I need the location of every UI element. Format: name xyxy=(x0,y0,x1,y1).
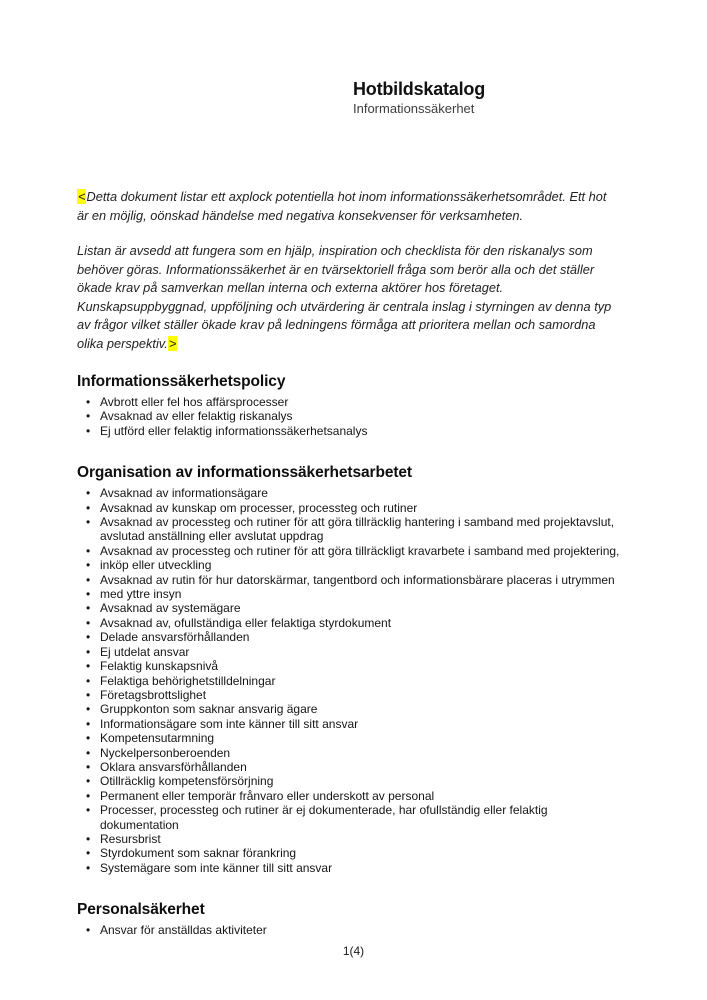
list-item: • Gruppkonton som saknar ansvarig ägare xyxy=(77,702,620,716)
highlight-open-marker: < xyxy=(78,189,86,204)
list-item: • inköp eller utveckling xyxy=(77,558,620,572)
list-item: • Felaktiga behörighetstilldelningar xyxy=(77,674,620,688)
intro-paragraph-1 xyxy=(77,188,620,225)
page-number: 1(4) xyxy=(342,944,365,958)
list-item: • Felaktig kunskapsnivå xyxy=(77,659,620,673)
document-body xyxy=(77,188,620,938)
threat-list xyxy=(77,923,620,937)
list-item: • Oklara ansvarsförhållanden xyxy=(77,760,620,774)
list-item: • Permanent eller temporär frånvaro eller underskott av personal xyxy=(77,789,620,803)
document-header xyxy=(353,79,485,116)
list-item: • Företagsbrottslighet xyxy=(77,688,620,702)
list-item: • Informationsägare som inte känner till sitt ansvar xyxy=(77,717,620,731)
list-item: • Avsaknad av, ofullständiga eller felaktiga styrdokument xyxy=(77,616,620,630)
list-item: • Avsaknad av eller felaktig riskanalys xyxy=(77,409,620,423)
list-item: • Ej utförd eller felaktig informationssäkerhetsanalys xyxy=(77,424,620,438)
list-item: • Delade ansvarsförhållanden xyxy=(77,630,620,644)
section-heading: Organisation av informationssäkerhetsarbetet xyxy=(77,464,412,482)
list-item: • Ansvar för anställdas aktiviteter xyxy=(77,923,620,937)
sections xyxy=(77,373,620,938)
threat-list xyxy=(77,486,620,875)
section-heading: Informationssäkerhetspolicy xyxy=(77,373,286,390)
list-item: • med yttre insyn xyxy=(77,587,620,601)
page-subtitle: Informationssäkerhet xyxy=(353,101,475,116)
page-title: Hotbildskatalog xyxy=(353,79,486,99)
list-item: • Avsaknad av kunskap om processer, processteg och rutiner xyxy=(77,501,620,515)
list-item: • Avsaknad av processteg och rutiner för att göra tillräcklig hantering i samband med projektavslut, avslutad anställning eller avslutat uppdrag xyxy=(77,515,620,544)
list-item: • Avsaknad av processteg och rutiner för att göra tillräckligt kravarbete i samband med projektering, xyxy=(77,544,620,558)
page-footer xyxy=(0,944,707,958)
list-item: • Avsaknad av informationsägare xyxy=(77,486,620,500)
list-item: • Avsaknad av rutin för hur datorskärmar, tangentbord och informationsbärare placeras i utrymmen xyxy=(77,573,620,587)
list-item: • Otillräcklig kompetensförsörjning xyxy=(77,774,620,788)
list-item: • Avsaknad av systemägare xyxy=(77,601,620,615)
list-item: • Nyckelpersonberoenden xyxy=(77,746,620,760)
intro-paragraph-2 xyxy=(77,242,620,353)
threat-list xyxy=(77,395,620,438)
list-item: • Systemägare som inte känner till sitt ansvar xyxy=(77,861,620,875)
intro-paragraph-2-text: Listan är avsedd att fungera som en hjälp, inspiration och checklista för den riskanalys som behöver göras. Informationssäkerhet är en tvärsektoriell fråga som berör alla och det ställer ökade krav på samverkan mellan interna och externa aktörer hos företaget. Kunskapsuppbyggnad, uppföljning och utvärdering är centrala inslag i styrningen av denna typ av frågor vilket ställer ökade krav på ledningens förmåga att prioritera mellan och samordna olika perspektiv. xyxy=(77,243,612,351)
list-item: • Resursbrist xyxy=(77,832,620,846)
highlight-close-marker: > xyxy=(168,335,177,351)
list-item: • Styrdokument som saknar förankring xyxy=(77,846,620,860)
list-item: • Avbrott eller fel hos affärsprocesser xyxy=(77,395,620,409)
intro-paragraph-1-text: Detta dokument listar ett axplock potentiella hot inom informationssäkerhetsområdet. Ett hot är en möjlig, oönskad händelse med negativa konsekvenser för verksamheten. xyxy=(77,189,607,223)
list-item: • Kompetensutarmning xyxy=(77,731,620,745)
section-heading: Personalsäkerhet xyxy=(77,901,205,919)
list-item: • Ej utdelat ansvar xyxy=(77,645,620,659)
list-item: • Processer, processteg och rutiner är ej dokumenterade, har ofullständig eller felaktig dokumentation xyxy=(77,803,620,832)
